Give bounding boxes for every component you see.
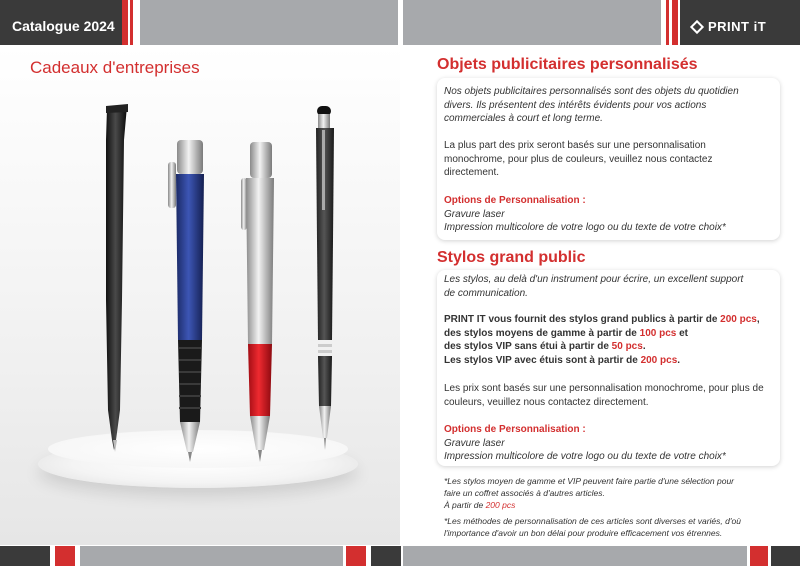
text-line: Nos objets publicitaires personnalisés sont des objets du quotidien (444, 86, 739, 97)
text-line: divers. Ils présentent des intérêts évidents pour vos actions (444, 99, 707, 111)
text-line: de communication. (444, 287, 528, 299)
options-label: Options de Personnalisation : (444, 424, 586, 435)
option-item: Impression multicolore de votre logo ou du texte de votre choix* (444, 451, 726, 462)
bottom-bar-dark (371, 546, 401, 566)
top-bar-red-stripe (122, 0, 128, 45)
top-bar-red-stripe (130, 0, 133, 45)
bottom-bar-dark (771, 546, 800, 566)
text-line: directement. (444, 167, 500, 178)
logo-diamond-icon (690, 20, 704, 34)
option-item: Impression multicolore de votre logo ou du texte de votre choix* (444, 222, 726, 233)
text-line: Les stylos, au delà d'un instrument pour écrire, un excellent support (444, 274, 744, 285)
bottom-bar-red (346, 546, 366, 566)
catalogue-title: Catalogue 2024 (12, 18, 115, 34)
pricing-line-1: PRINT IT vous fournit des stylos grand publics à partir de 200 pcs, (444, 314, 760, 325)
left-page-title: Cadeaux d'entreprises (30, 58, 200, 77)
option-item: Gravure laser (444, 208, 505, 220)
footnote-line: l'importance d'avoir un bon délai pour produire efficacement vos étrennes. (444, 528, 723, 538)
bottom-bar-grey (403, 546, 747, 566)
text-line: couleurs, veuillez nous contactez directement. (444, 396, 649, 408)
pen-blue (168, 140, 204, 462)
footnote-line: *Les méthodes de personnalisation de ces articles sont diverses et variés, d'où (444, 516, 741, 526)
bottom-bar-red (55, 546, 75, 566)
footnote-price: À partir de 200 pcs (444, 500, 516, 510)
footnote-line: *Les stylos moyen de gamme et VIP peuvent faire partie d'une sélection pour (444, 476, 735, 486)
text-line: monochrome, pour plus de couleurs, veuillez nous contactez (444, 153, 713, 165)
top-bar (0, 0, 800, 45)
top-bar-grey (403, 0, 661, 45)
bottom-bar (0, 546, 800, 566)
text-line: commerciales à court et long terme. (444, 113, 603, 124)
text-line: La plus part des prix seront basés sur une personnalisation (444, 140, 706, 151)
top-bar-grey (140, 0, 398, 45)
pricing-line-3: des stylos VIP sans étui à partir de 50 pcs. (444, 341, 646, 352)
section-title-stylos: Stylos grand public (437, 249, 586, 266)
pen-black (106, 104, 128, 452)
top-bar-red-stripe (672, 0, 678, 45)
footnote-line: faire un coffret associés à d'autres articles. (444, 488, 605, 498)
brand-logo: PRINT iT (692, 19, 766, 34)
pricing-line-2: des stylos moyens de gamme à partir de 100 pcs et (444, 327, 689, 339)
bottom-bar-grey (80, 546, 343, 566)
option-item: Gravure laser (444, 437, 505, 449)
bottom-bar-dark (0, 546, 50, 566)
pen-silver-red (241, 142, 274, 462)
section-title-objets: Objets publicitaires personnalisés (437, 56, 698, 73)
text-line: Les prix sont basés sur une personnalisation monochrome, pour plus de (444, 383, 764, 394)
pen-grey-stylus (316, 106, 334, 450)
top-bar-red-stripe (666, 0, 669, 45)
pens-image (90, 100, 370, 470)
pricing-line-4: Les stylos VIP avec étuis sont à partir de 200 pcs. (444, 354, 681, 366)
bottom-bar-red (750, 546, 768, 566)
options-label: Options de Personnalisation : (444, 195, 586, 206)
